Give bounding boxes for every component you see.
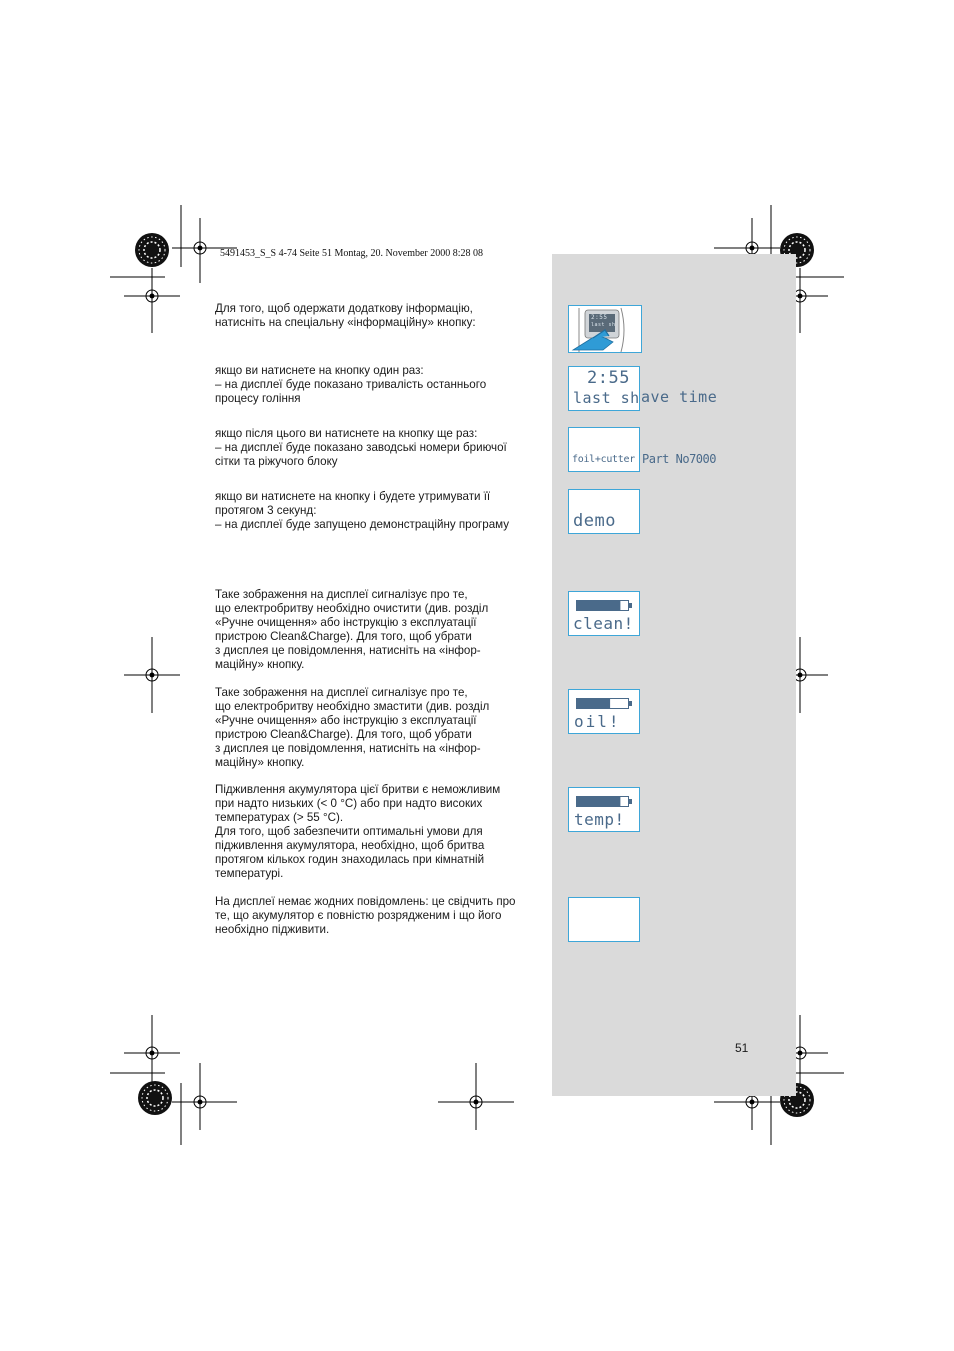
lcd-oil [568, 689, 640, 734]
press-twice-paragraph: якщо після цього ви натиснете на кнопку ще раз: – на дисплеї буде показано заводські номери бриючої сітки та ріжучого блоку [215, 427, 507, 468]
mini-display-line2: last sh [591, 322, 616, 328]
battery-icon [576, 600, 632, 611]
mini-display-line1: 2:55 [591, 314, 608, 321]
intro-paragraph: Для того, щоб одержати додаткову інформацію, натисніть на спеціальну «інформаційну» кнопку: [215, 302, 476, 329]
lcd-clean [568, 591, 640, 636]
battery-icon [576, 796, 632, 807]
temp-paragraph: Підживлення акумулятора цієї бритви є неможливим при надто низьких (< 0 °C) або при надто високих температурах (> 55 °C). Для того, щоб забезпечити оптимальні умови для підживлення акумулятора, необхідно, щоб бритва протягом кількох годин знаходилась при кімнатній температурі. [215, 783, 501, 880]
lcd-temp [568, 787, 640, 832]
lcd-part-number [568, 427, 640, 472]
temp-text: temp! [574, 810, 625, 829]
page-number: 51 [735, 1041, 749, 1055]
shave-time-value: 2:55 [587, 368, 630, 388]
hold-paragraph: якщо ви натиснете на кнопку і будете утримувати її протягом 3 секунд: – на дисплеї буде запущено демонстраційну програму [215, 490, 510, 531]
clean-text: clean! [573, 614, 634, 633]
lcd-shave-time [568, 366, 640, 411]
lcd-demo [568, 489, 640, 534]
battery-icon [576, 698, 632, 709]
part-prefix: foil+cutter [572, 454, 635, 465]
print-header: 5491453_S_S 4-74 Seite 51 Montag, 20. November 2000 8:28 08 [220, 248, 484, 259]
shaver-button-illustration [568, 305, 642, 353]
lcd-empty [568, 897, 640, 942]
empty-display-paragraph: На дисплеї немає жодних повідомлень: це свідчить про те, що акумулятор є повністю розрядженим і що його необхідно підживити. [215, 895, 516, 936]
shaver-icon [569, 306, 641, 352]
shave-time-label-overflow: ave time [641, 388, 718, 406]
demo-text: demo [573, 511, 616, 531]
clean-paragraph: Таке зображення на дисплеї сигналізує про те, що електробритву необхідно очистити (див. розділ «Ручне очищення» або інструкцію з експлуатації пристрою Clean&Charge). Для того, щоб убрати з дисплея це повідомлення, натисніть на «інфор- маційну» кнопку. [215, 588, 489, 671]
shave-time-label: last sh [573, 389, 640, 407]
oil-text: oil! [574, 712, 621, 731]
press-once-paragraph: якщо ви натиснете на кнопку один раз: – на дисплеї буде показано тривалість останнього процесу гоління [215, 364, 487, 405]
oil-paragraph: Таке зображення на дисплеї сигналізує про те, що електробритву необхідно змастити (див. розділ «Ручне очищення» або інструкцію з експлуатації пристрою Clean&Charge). Для того, щоб убрати з дисплея це повідомлення, натисніть на «інфор- маційну» кнопку. [215, 686, 490, 769]
part-number-label: Part No7000 [642, 452, 716, 466]
